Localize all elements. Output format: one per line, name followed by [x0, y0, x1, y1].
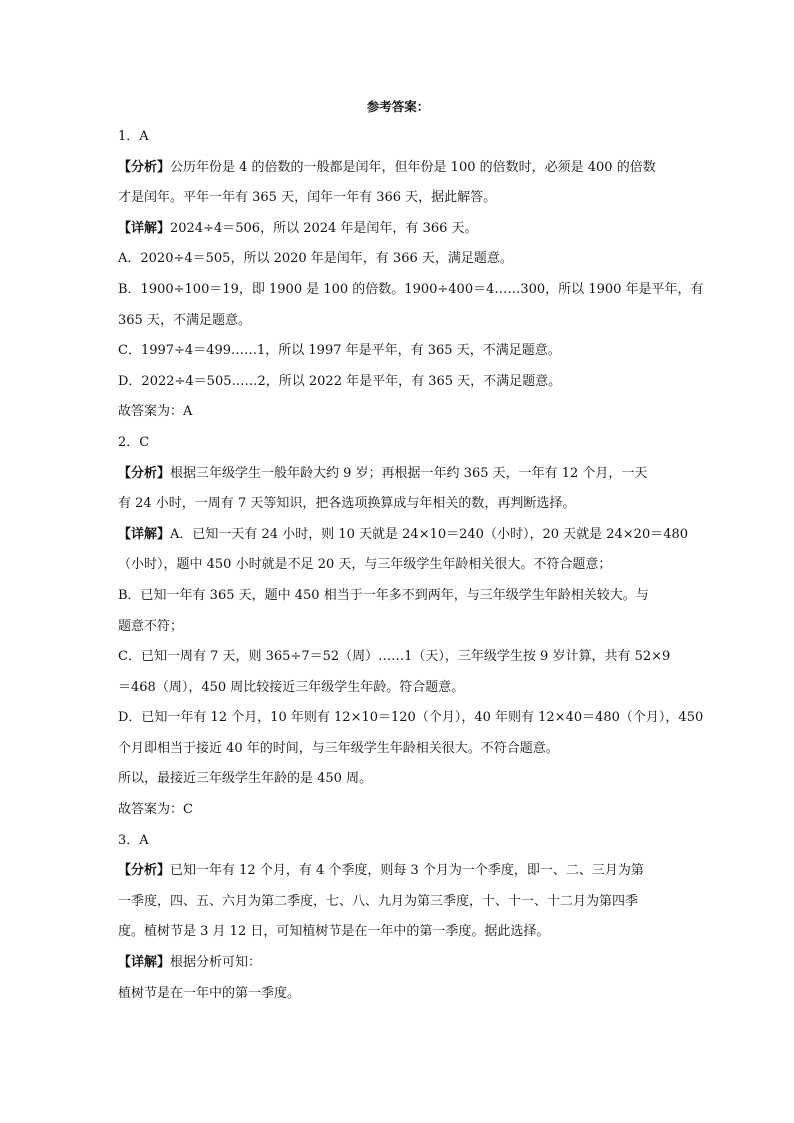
answer-line	[118, 642, 678, 673]
answer-document	[118, 96, 704, 1009]
line-text: 度。植树节是 3 月 12 日，可知植树节是在一年中的第一季度。据此选择。	[118, 924, 550, 940]
answer-line	[118, 856, 678, 887]
answer-line	[118, 489, 678, 520]
line-text: （小时），题中 450 小时就是不足 20 天，与三年级学生年龄相关很大。不符合题意；	[118, 557, 612, 573]
answer-line	[118, 459, 678, 490]
line-text: 故答案为：C	[118, 802, 193, 818]
line-text: A．已知一天有 24 小时，则 10 天就是 24×10＝240（小时），20 天就是 24×20＝480	[170, 526, 689, 542]
line-text: 365 天，不满足题意。	[118, 312, 251, 328]
line-text: 根据三年级学生一般年龄大约 9 岁；再根据一年约 365 天，一年有 12 个月，一天	[170, 465, 648, 481]
answer-line	[118, 244, 678, 275]
section-label: 【分析】	[118, 159, 171, 175]
line-text: B．已知一年有 365 天，题中 450 相当于一年多不到两年，与三年级学生年龄相关较大。与	[118, 587, 649, 603]
answer-line	[118, 550, 678, 581]
answer-line	[118, 979, 678, 1010]
line-text: 题意不符；	[118, 618, 184, 634]
answer-line	[118, 397, 678, 428]
answer-line	[118, 612, 678, 643]
section-label: 【详解】	[118, 220, 171, 236]
section-label: 【详解】	[118, 526, 171, 542]
line-text: 故答案为：A	[118, 404, 193, 420]
question-number: 2．C	[118, 434, 150, 450]
answer-line	[118, 703, 704, 734]
answer-line	[118, 214, 678, 245]
answer-line	[118, 917, 678, 948]
answer-line	[118, 183, 678, 214]
answer-line	[118, 336, 678, 367]
line-text: 有 24 小时，一周有 7 天等知识，把各选项换算成与年相关的数，再判断选择。	[118, 496, 576, 512]
line-text: 公历年份是 4 的倍数的一般都是闰年，但年份是 100 的倍数时，必须是 400 的倍数	[170, 159, 656, 175]
line-text: B．1900÷100＝19，即 1900 是 100 的倍数。1900÷400＝4……300，所以 1900 年是平年，有	[118, 281, 704, 297]
line-text: A．2020÷4＝505，所以 2020 年是闰年，有 366 天，满足题意。	[118, 251, 513, 267]
line-text: 根据分析可知：	[170, 955, 262, 971]
line-text: 才是闰年。平年一年有 365 天，闰年一年有 366 天，据此解答。	[118, 190, 497, 206]
answer-line	[118, 306, 678, 337]
line-text: D．已知一年有 12 个月，10 年则有 12×10＝120（个月），40 年则有 12×40＝480（个月），450	[118, 710, 704, 726]
answer-line	[118, 367, 678, 398]
answer-content	[118, 122, 704, 1009]
answer-line	[118, 275, 704, 306]
line-text: D．2022÷4＝505……2，所以 2022 年是平年，有 365 天，不满足题意。	[118, 373, 562, 389]
answer-line	[118, 734, 678, 765]
line-text: 一季度，四、五、六月为第二季度，七、八、九月为第三季度，十、十一、十二月为第四季	[118, 893, 639, 909]
line-text: 2024÷4＝506，所以 2024 年是闰年，有 366 天。	[170, 220, 478, 236]
answer-line	[118, 764, 678, 795]
line-text: ＝468（周），450 周比较接近三年级学生年龄。符合题意。	[118, 679, 465, 695]
question-number: 3．A	[118, 832, 149, 848]
answer-line	[118, 581, 678, 612]
line-text: C．已知一周有 7 天，则 365÷7＝52（周）……1（天），三年级学生按 9 岁计算，共有 52×9	[118, 649, 671, 665]
answer-line	[118, 795, 678, 826]
answer-line	[118, 887, 678, 918]
answer-line	[118, 948, 678, 979]
section-label: 【分析】	[118, 863, 171, 879]
page-title: 参考答案：	[366, 99, 430, 114]
section-label: 【详解】	[118, 955, 171, 971]
line-text: 所以，最接近三年级学生年龄的是 450 周。	[118, 771, 373, 787]
question-number: 1．A	[118, 129, 149, 144]
line-text: 植树节是在一年中的第一季度。	[118, 985, 301, 1001]
line-text: 已知一年有 12 个月，有 4 个季度，则每 3 个月为一个季度，即一、二、三月为第	[170, 863, 644, 879]
answer-line	[118, 673, 678, 704]
line-text: C．1997÷4＝499……1，所以 1997 年是平年，有 365 天，不满足题意。	[118, 343, 561, 359]
answer-line	[118, 520, 689, 551]
answer-line	[118, 153, 678, 184]
line-text: 个月即相当于接近 40 年的时间，与三年级学生年龄相关很大。不符合题意。	[118, 740, 559, 756]
section-label: 【分析】	[118, 465, 171, 481]
